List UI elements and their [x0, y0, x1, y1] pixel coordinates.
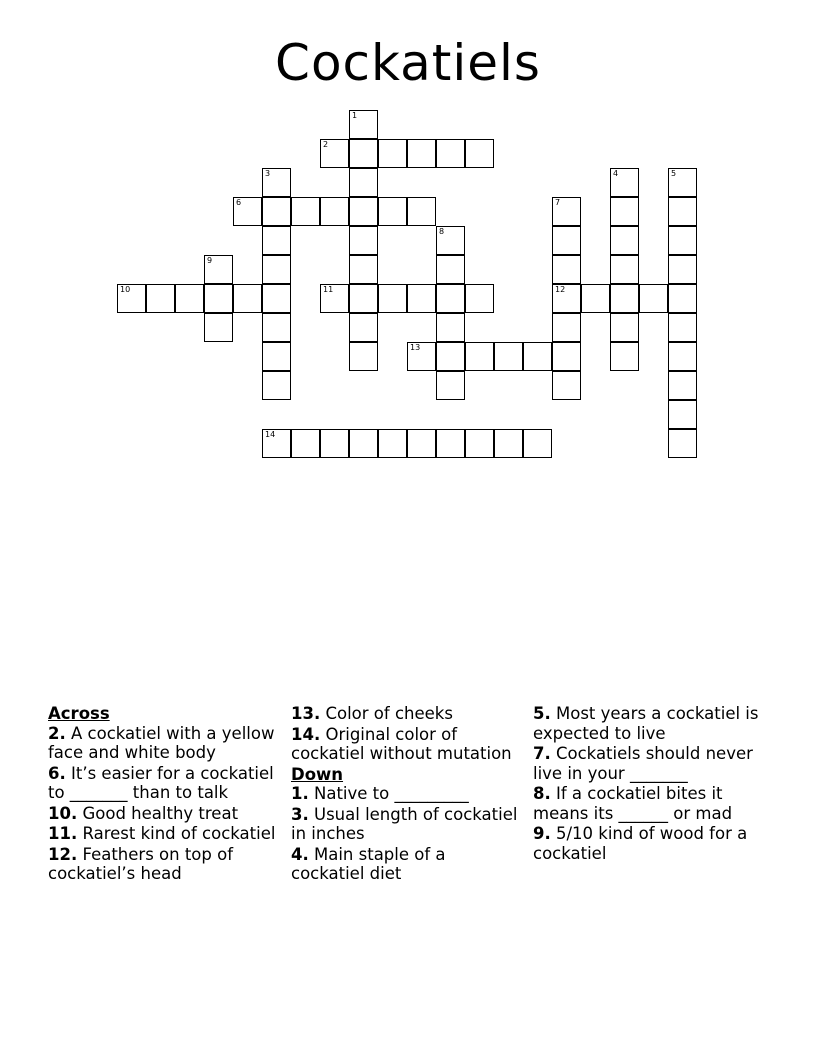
grid-cell[interactable]: [262, 429, 291, 458]
clue-text: Color of cheeks: [320, 704, 453, 723]
clue-item: [291, 845, 523, 884]
grid-cell[interactable]: [262, 255, 291, 284]
grid-cell[interactable]: [552, 371, 581, 400]
puzzle-title: Cockatiels: [275, 34, 541, 92]
clue-number: 3.: [291, 804, 309, 824]
down-clue-list-1: [291, 784, 523, 884]
grid-cell[interactable]: [465, 429, 494, 458]
grid-cell[interactable]: [581, 284, 610, 313]
grid-cell[interactable]: [494, 342, 523, 371]
clue-item: [48, 764, 284, 803]
clue-number: 4.: [291, 844, 309, 864]
clue-number: 7.: [533, 744, 551, 763]
grid-cell[interactable]: [668, 197, 697, 226]
clue-text: 5/10 kind of wood for a cockatiel: [533, 824, 748, 863]
clue-number: 9.: [533, 824, 551, 843]
clue-text: Feathers on top of cockatiel’s head: [48, 844, 234, 883]
clue-number: 14.: [291, 724, 321, 744]
clue-item: [291, 704, 523, 724]
grid-cell[interactable]: [349, 168, 378, 197]
grid-cell[interactable]: [552, 255, 581, 284]
grid-cell[interactable]: [465, 284, 494, 313]
grid-cell[interactable]: [436, 429, 465, 458]
cell-number: 10: [120, 285, 131, 294]
clues-column-2: [291, 704, 523, 885]
grid-cell[interactable]: [552, 342, 581, 371]
grid-cell[interactable]: [668, 226, 697, 255]
clue-text: Usual length of cockatiel in inches: [291, 804, 518, 843]
grid-cell[interactable]: [262, 168, 291, 197]
grid-cell[interactable]: [436, 371, 465, 400]
grid-cell[interactable]: [378, 139, 407, 168]
grid-cell[interactable]: [465, 139, 494, 168]
cell-number: 11: [323, 285, 334, 294]
grid-cell[interactable]: [320, 197, 349, 226]
grid-cell[interactable]: [117, 284, 146, 313]
grid-cell[interactable]: [262, 313, 291, 342]
grid-cell[interactable]: [610, 255, 639, 284]
grid-cell[interactable]: [552, 313, 581, 342]
grid-cell[interactable]: [494, 429, 523, 458]
grid-cell[interactable]: [610, 168, 639, 197]
grid-cell[interactable]: [349, 342, 378, 371]
grid-cell[interactable]: [552, 284, 581, 313]
across-clue-list-2: [291, 704, 523, 764]
grid-cell[interactable]: [639, 284, 668, 313]
grid-cell[interactable]: [175, 284, 204, 313]
grid-cell[interactable]: [349, 226, 378, 255]
grid-cell[interactable]: [349, 284, 378, 313]
grid-cell[interactable]: [668, 400, 697, 429]
clue-item: [533, 824, 769, 863]
clue-number: 8.: [533, 784, 551, 803]
grid-cell[interactable]: [523, 342, 552, 371]
grid-cell[interactable]: [349, 110, 378, 139]
grid-cell[interactable]: [552, 226, 581, 255]
grid-cell[interactable]: [378, 197, 407, 226]
clue-text: It’s easier for a cockatiel to _______ than to talk: [48, 763, 274, 802]
clue-item: [48, 804, 284, 824]
clue-text: Rarest kind of cockatiel: [77, 824, 276, 843]
grid-cell[interactable]: [204, 284, 233, 313]
grid-cell[interactable]: [262, 342, 291, 371]
grid-cell[interactable]: [436, 255, 465, 284]
clue-number: 12.: [48, 844, 78, 864]
grid-cell[interactable]: [349, 197, 378, 226]
cell-number: 7: [555, 198, 561, 207]
cell-number: 1: [352, 111, 358, 120]
grid-cell[interactable]: [610, 197, 639, 226]
grid-cell[interactable]: [320, 429, 349, 458]
grid-cell[interactable]: [378, 429, 407, 458]
grid-cell[interactable]: [407, 197, 436, 226]
grid-cell[interactable]: [320, 284, 349, 313]
clue-text: Most years a cockatiel is expected to live: [533, 704, 759, 743]
grid-cell[interactable]: [349, 313, 378, 342]
crossword-grid: [0, 0, 816, 500]
clue-item: [291, 725, 523, 764]
clue-item: [48, 845, 284, 884]
grid-cell[interactable]: [668, 255, 697, 284]
grid-cell[interactable]: [407, 139, 436, 168]
grid-cell[interactable]: [291, 429, 320, 458]
across-heading: Across: [48, 704, 110, 723]
grid-cell[interactable]: [610, 226, 639, 255]
grid-cell[interactable]: [610, 284, 639, 313]
grid-cell[interactable]: [436, 226, 465, 255]
grid-cell[interactable]: [146, 284, 175, 313]
clue-text: Cockatiels should never live in your _______: [533, 744, 753, 783]
clue-number: 13.: [291, 704, 321, 723]
grid-cell[interactable]: [436, 284, 465, 313]
grid-cell[interactable]: [320, 139, 349, 168]
clue-number: 2.: [48, 723, 66, 743]
clue-number: 10.: [48, 803, 78, 823]
grid-cell[interactable]: [523, 429, 552, 458]
clue-item: [533, 784, 769, 823]
grid-cell[interactable]: [204, 313, 233, 342]
grid-cell[interactable]: [668, 371, 697, 400]
grid-cell[interactable]: [552, 197, 581, 226]
clue-number: 5.: [533, 704, 551, 723]
cell-number: 12: [555, 285, 566, 294]
grid-cell[interactable]: [262, 226, 291, 255]
clue-text: If a cockatiel bites it means its ______ or mad: [533, 784, 733, 823]
clue-item: [533, 744, 769, 783]
grid-cell[interactable]: [262, 371, 291, 400]
clue-number: 1.: [291, 784, 309, 803]
grid-cell[interactable]: [610, 342, 639, 371]
grid-cell[interactable]: [291, 197, 320, 226]
grid-cell[interactable]: [668, 168, 697, 197]
grid-cell[interactable]: [262, 197, 291, 226]
down-heading: Down: [291, 764, 344, 784]
cell-number: 4: [613, 169, 619, 178]
grid-cell[interactable]: [407, 284, 436, 313]
grid-cell[interactable]: [233, 197, 262, 226]
clue-item: [291, 784, 523, 804]
cell-number: 9: [207, 256, 213, 265]
grid-cell[interactable]: [378, 284, 407, 313]
clue-text: Native to _________: [308, 784, 469, 803]
grid-cell[interactable]: [349, 139, 378, 168]
cell-number: 6: [236, 198, 242, 207]
clues-column-3: [533, 704, 769, 864]
grid-cell[interactable]: [436, 342, 465, 371]
cell-number: 3: [265, 169, 271, 178]
grid-cell[interactable]: [349, 255, 378, 284]
clue-text: A cockatiel with a yellow face and white body: [48, 723, 275, 762]
grid-cell[interactable]: [436, 313, 465, 342]
clue-number: 6.: [48, 763, 66, 783]
cell-number: 5: [671, 169, 677, 178]
cell-number: 13: [410, 343, 421, 352]
grid-cell[interactable]: [668, 429, 697, 458]
cell-number: 14: [265, 430, 276, 439]
grid-cell[interactable]: [262, 284, 291, 313]
down-clue-list-2: [533, 704, 769, 863]
clue-item: [48, 824, 284, 844]
clue-item: [533, 704, 769, 743]
clues-column-1: [48, 704, 284, 885]
grid-cell[interactable]: [668, 342, 697, 371]
grid-cell[interactable]: [349, 429, 378, 458]
cell-number: 8: [439, 227, 445, 236]
grid-cell[interactable]: [407, 342, 436, 371]
grid-cell[interactable]: [407, 429, 436, 458]
grid-cell[interactable]: [436, 139, 465, 168]
grid-cell[interactable]: [668, 284, 697, 313]
clue-text: Original color of cockatiel without mutation: [291, 724, 512, 763]
clue-text: Main staple of a cockatiel diet: [291, 844, 446, 883]
clue-text: Good healthy treat: [77, 803, 239, 823]
cell-number: 2: [323, 140, 329, 149]
clue-item: [291, 805, 523, 844]
grid-cell[interactable]: [610, 313, 639, 342]
across-clue-list-1: [48, 724, 284, 884]
grid-cell[interactable]: [233, 284, 262, 313]
grid-cell[interactable]: [668, 313, 697, 342]
clue-number: 11.: [48, 824, 78, 843]
grid-cell[interactable]: [465, 342, 494, 371]
clue-item: [48, 724, 284, 763]
grid-cell[interactable]: [204, 255, 233, 284]
